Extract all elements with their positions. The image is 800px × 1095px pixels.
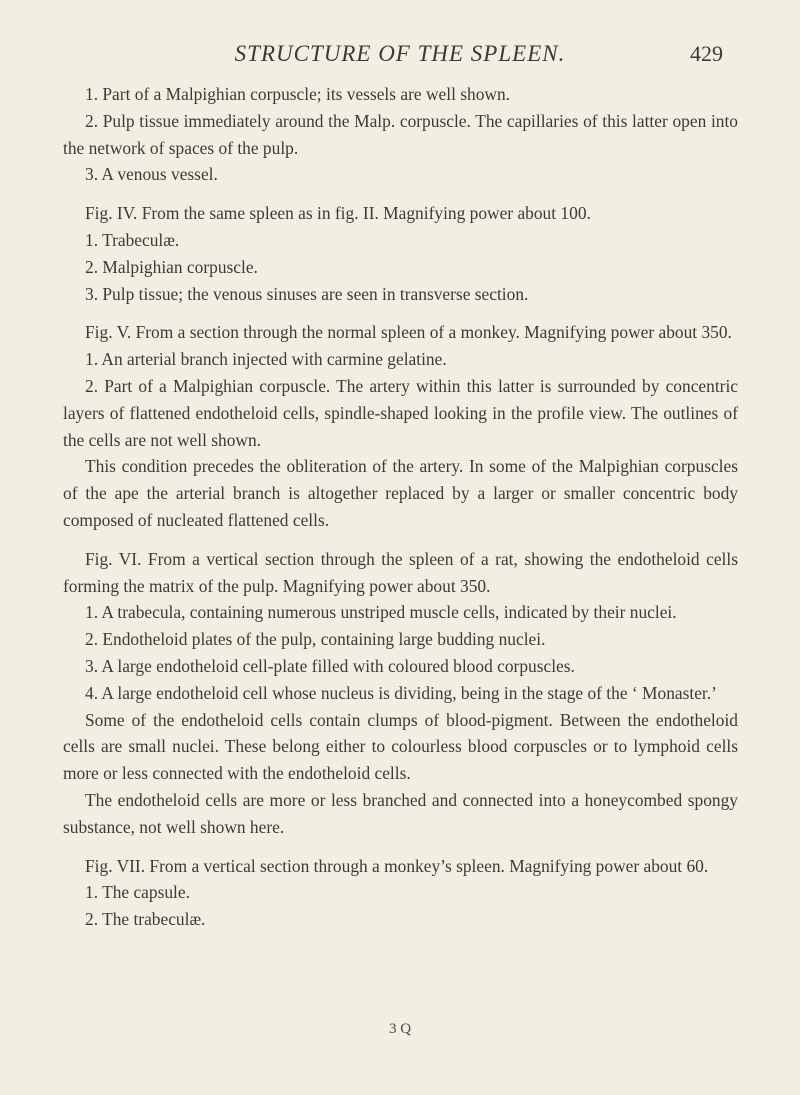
signature-mark: 3 Q	[388, 1021, 412, 1037]
fig6-item-4: 4. A large endotheloid cell whose nucleus is dividing, being in the stage of the ‘ Monaster.’	[85, 682, 717, 703]
fig6-note-2: The endotheloid cells are more or less branched and connected into a honeycombed spongy substance, not well shown here.	[63, 789, 738, 837]
fig6-note-1: Some of the endotheloid cells contain clumps of blood-pigment. Between the endotheloid cells are small nuclei. These belong either to colourless blood corpuscles or to lymphoid cells more or less connected with the endotheloid cells.	[63, 709, 738, 784]
fig7-item-1: 1. The capsule.	[85, 882, 190, 903]
page-number: 429	[690, 41, 723, 66]
fig6-caption: Fig. VI. From a vertical section through the spleen of a rat, showing the endotheloid cells forming the matrix of the pulp. Magnifying power about 350.	[63, 548, 738, 596]
fig5-item-2: 2. Part of a Malpighian corpuscle. The artery within this latter is surrounded by concentric layers of flattened endotheloid cells, spindle-shaped looking in the profile view. The outlines of the cells are not well shown.	[63, 375, 738, 450]
fig6-item-2: 2. Endotheloid plates of the pulp, containing large budding nuclei.	[85, 629, 546, 650]
fig4-item-3: 3. Pulp tissue; the venous sinuses are seen in transverse section.	[85, 283, 529, 304]
fig3-item-1: 1. Part of a Malpighian corpuscle; its vessels are well shown.	[85, 84, 511, 104]
fig4-caption: Fig. IV. From the same spleen as in fig. II. Magnifying power about 100.	[85, 203, 591, 224]
body-text	[63, 81, 738, 933]
fig5-note: This condition precedes the obliteration of the artery. In some of the Malpighian corpuscles of the ape the arterial branch is altogether replaced by a larger or smaller concentric body composed of nucleated flattened cells.	[63, 456, 738, 530]
page-header	[0, 37, 800, 71]
fig7-item-2: 2. The trabeculæ.	[85, 909, 206, 930]
fig3-item-2: 2. Pulp tissue immediately around the Malp. corpuscle. The capillaries of this latter open into the network of spaces of the pulp.	[63, 110, 738, 158]
fig5-item-1: 1. An arterial branch injected with carmine gelatine.	[85, 349, 447, 370]
running-title: STRUCTURE OF THE SPLEEN.	[234, 41, 566, 66]
fig3-item-3: 3. A venous vessel.	[85, 164, 218, 185]
fig5-caption: Fig. V. From a section through the normal spleen of a monkey. Magnifying power about 350.	[85, 322, 732, 343]
fig4-item-2: 2. Malpighian corpuscle.	[85, 256, 258, 277]
fig7-caption: Fig. VII. From a vertical section through a monkey’s spleen. Magnifying power about 60.	[85, 855, 709, 876]
fig6-item-1: 1. A trabecula, containing numerous unstriped muscle cells, indicated by their nuclei.	[85, 602, 677, 623]
fig4-item-1: 1. Trabeculæ.	[85, 229, 180, 250]
fig6-item-3: 3. A large endotheloid cell-plate filled with coloured blood corpuscles.	[85, 655, 575, 676]
